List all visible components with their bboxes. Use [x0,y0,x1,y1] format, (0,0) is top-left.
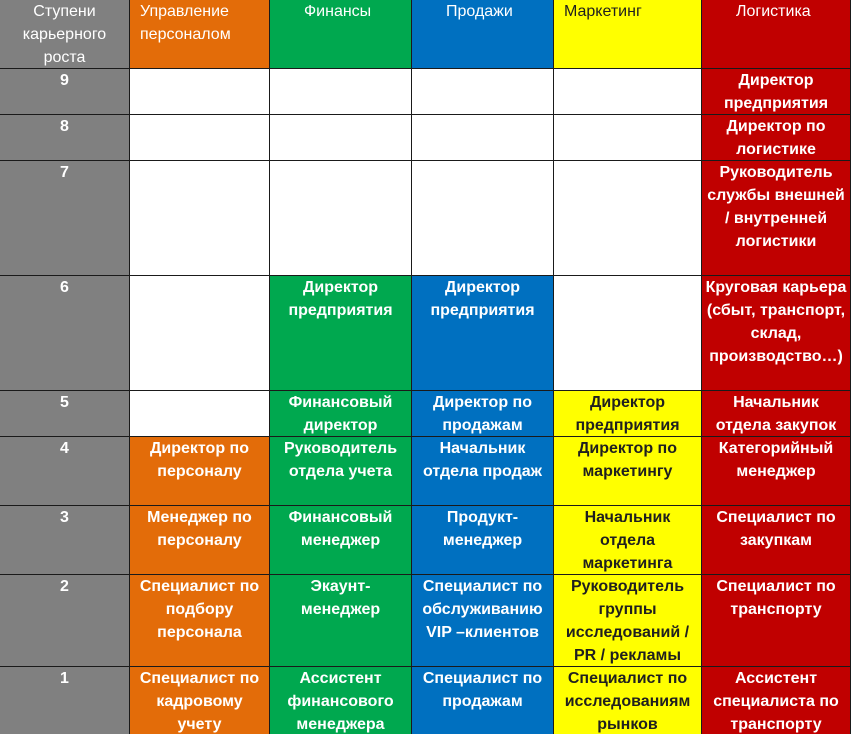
position-cell [702,575,851,667]
position-label: Директор по продажам [433,394,532,434]
position-cell [130,437,270,506]
position-cell [270,575,412,667]
step-cell [0,161,130,276]
position-label: Руководитель группы исследований / PR / рекламы [565,578,690,664]
position-label: Директор предприятия [575,394,680,434]
position-label: Круговая карьера (сбыт, транспорт, склад, производство…) [705,279,847,365]
position-cell [412,391,554,437]
position-cell [702,161,851,276]
position-cell [554,437,702,506]
empty-cell [412,69,554,115]
position-label: Директор по персоналу [150,440,249,480]
position-cell [554,575,702,667]
position-cell [554,391,702,437]
position-cell [412,667,554,734]
empty-cell [554,115,702,161]
step-number: 6 [60,279,69,296]
position-label: Продукт-менеджер [442,509,523,549]
step-number: 4 [60,440,69,457]
position-label: Менеджер по персоналу [147,509,252,549]
position-label: Директор по маркетингу [578,440,677,480]
position-cell [702,115,851,161]
position-cell [270,667,412,734]
empty-cell [130,115,270,161]
step-cell [0,437,130,506]
position-label: Специалист по кадровому учету [139,670,260,733]
position-cell [130,667,270,734]
empty-cell [554,161,702,276]
empty-cell [270,161,412,276]
position-label: Руководитель отдела учета [283,440,398,480]
position-label: Директор предприятия [288,279,393,319]
step-cell [0,575,130,667]
position-cell [412,437,554,506]
empty-cell [412,161,554,276]
position-cell [702,276,851,391]
step-number: 7 [60,164,69,181]
position-label: Специалист по исследованиям рынков [564,670,691,733]
step-cell [0,276,130,391]
empty-cell [412,115,554,161]
position-cell [130,575,270,667]
step-cell [0,506,130,575]
position-cell [702,667,851,734]
position-cell [270,437,412,506]
empty-cell [130,276,270,391]
position-cell [270,391,412,437]
position-cell [412,506,554,575]
header-hr-label: Управление персоналом [140,3,231,43]
position-label: Специалист по подбору персонала [139,578,260,641]
position-cell [554,506,702,575]
position-cell [702,69,851,115]
position-label: Экаунт-менеджер [300,578,381,618]
step-cell [0,667,130,734]
position-cell [554,667,702,734]
header-finance [270,0,412,69]
header-steps-label: Ступени карьерного роста [22,3,107,66]
position-label: Финансовый директор [288,394,393,434]
empty-cell [130,161,270,276]
position-cell [270,276,412,391]
step-number: 1 [60,670,69,687]
position-label: Директор предприятия [723,72,829,112]
step-number: 3 [60,509,69,526]
position-label: Начальник отдела маркетинга [582,509,673,572]
header-sales-label: Продажи [446,3,513,20]
position-cell [412,276,554,391]
position-cell [412,575,554,667]
step-number: 8 [60,118,69,135]
step-number: 9 [60,72,69,89]
empty-cell [554,276,702,391]
position-label: Ассистент финансового менеджера [287,670,394,733]
position-label: Начальник отдела продаж [423,440,542,480]
position-label: Начальник отдела закупок [715,394,837,434]
step-cell [0,69,130,115]
step-cell [0,115,130,161]
position-label: Финансовый менеджер [288,509,393,549]
position-cell [270,506,412,575]
position-cell [702,391,851,437]
position-cell [702,506,851,575]
position-label: Специалист по обслуживанию VIP –клиентов [422,578,543,641]
position-label: Специалист по продажам [422,670,543,710]
header-marketing-label: Маркетинг [564,3,642,20]
empty-cell [554,69,702,115]
position-cell [130,506,270,575]
header-sales [412,0,554,69]
position-label: Специалист по транспорту [716,578,836,618]
position-cell [702,437,851,506]
position-label: Ассистент специалиста по транспорту [713,670,839,733]
step-cell [0,391,130,437]
position-label: Директор по логистике [726,118,826,158]
empty-cell [130,391,270,437]
header-steps [0,0,130,69]
header-finance-label: Финансы [304,3,372,20]
header-hr [130,0,270,69]
position-label: Директор предприятия [430,279,535,319]
position-label: Руководитель службы внешней / внутренней логистики [707,164,845,250]
position-label: Специалист по закупкам [716,509,836,549]
header-logistics-label: Логистика [736,3,811,20]
empty-cell [270,69,412,115]
position-label: Категорийный менеджер [718,440,834,480]
empty-cell [270,115,412,161]
header-logistics [702,0,851,69]
step-number: 5 [60,394,69,411]
header-marketing [554,0,702,69]
step-number: 2 [60,578,69,595]
empty-cell [130,69,270,115]
